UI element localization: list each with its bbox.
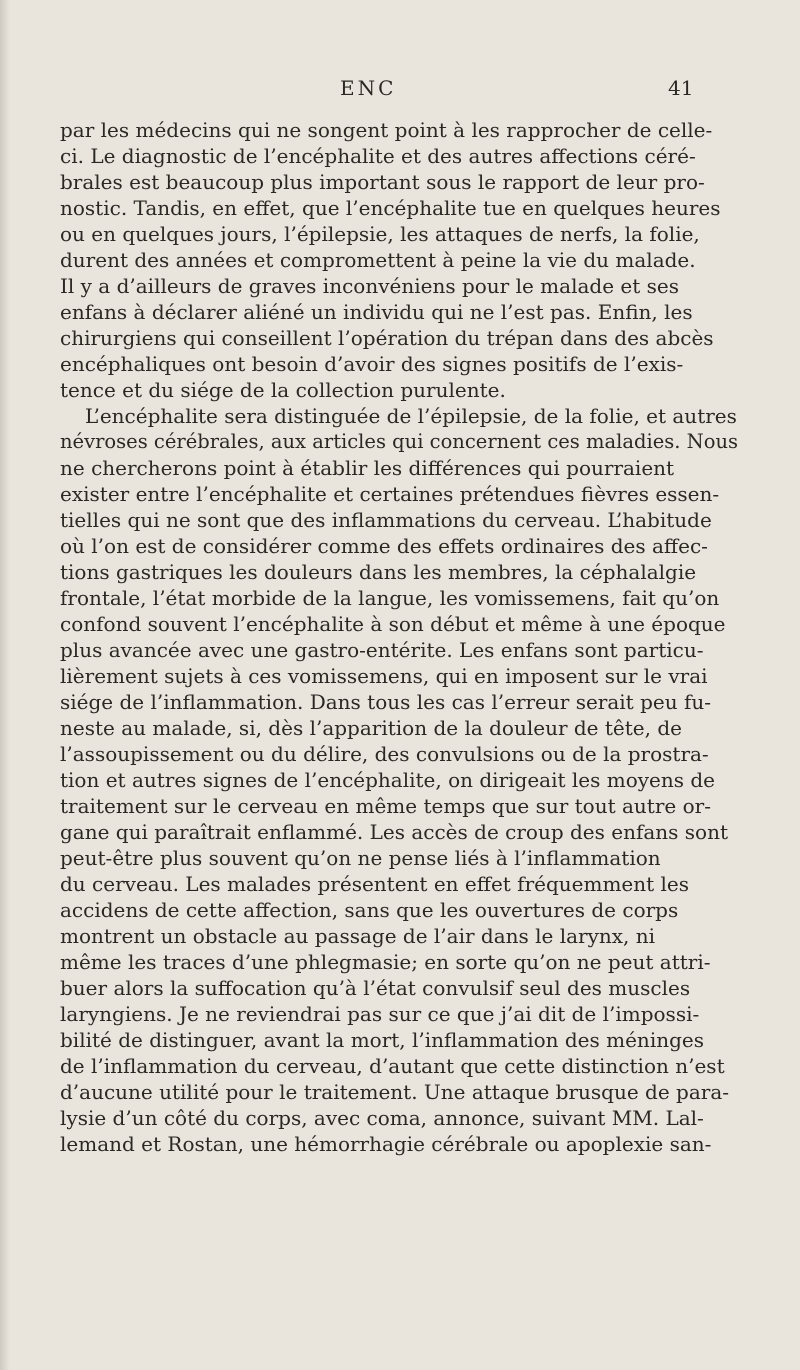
text-line: où l’on est de considérer comme des effets ordinaires des affec- — [60, 534, 708, 558]
text-line: lièrement sujets à ces vomissemens, qui en imposent sur le vrai — [60, 664, 708, 688]
page-number: 41 — [668, 76, 694, 100]
text-line: tions gastriques les douleurs dans les membres, la céphalalgie — [60, 560, 697, 584]
text-line: gane qui paraîtrait enflammé. Les accès de croup des enfans sont — [60, 820, 729, 844]
text-line: bilité de distinguer, avant la mort, l’inflammation des méninges — [60, 1028, 704, 1052]
text-line: même les traces d’une phlegmasie; en sorte qu’on ne peut attri- — [60, 950, 711, 974]
text-line: buer alors la suffocation qu’à l’état convulsif seul des muscles — [60, 976, 691, 1000]
text-line: enfans à déclarer aliéné un individu qui ne l’est pas. Enfin, les — [60, 300, 693, 324]
text-line: tence et du siége de la collection purulente. — [60, 378, 506, 402]
text-line: de l’inflammation du cerveau, d’autant que cette distinction n’est — [60, 1054, 725, 1078]
text-line: L’encéphalite sera distinguée de l’épilepsie, de la folie, et autres — [85, 404, 737, 428]
text-line: ne chercherons point à établir les différences qui pourraient — [60, 456, 675, 480]
text-line: tielles qui ne sont que des inflammations du cerveau. L’habitude — [60, 508, 712, 532]
text-line: exister entre l’encéphalite et certaines prétendues fièvres essen- — [60, 482, 720, 506]
text-line: montrent un obstacle au passage de l’air dans le larynx, ni — [60, 924, 656, 948]
text-line: confond souvent l’encéphalite à son début et même à une époque — [60, 612, 726, 636]
text-line: tion et autres signes de l’encéphalite, on dirigeait les moyens de — [60, 768, 716, 792]
text-line: accidens de cette affection, sans que les ouvertures de corps — [60, 898, 679, 922]
text-line: brales est beaucoup plus important sous le rapport de leur pro- — [60, 170, 705, 194]
page-edge — [0, 0, 10, 1370]
text-line: névroses cérébrales, aux articles qui concernent ces maladies. Nous — [60, 430, 739, 453]
text-line: encéphaliques ont besoin d’avoir des signes positifs de l’exis- — [60, 352, 684, 376]
text-line: lemand et Rostan, une hémorrhagie cérébrale ou apoplexie san- — [60, 1132, 712, 1156]
text-line: ci. Le diagnostic de l’encéphalite et des autres affections céré- — [60, 144, 696, 168]
text-line: Il y a d’ailleurs de graves inconvéniens pour le malade et ses — [60, 274, 679, 298]
text-line: frontale, l’état morbide de la langue, les vomissemens, fait qu’on — [60, 586, 720, 610]
text-line: lysie d’un côté du corps, avec coma, annonce, suivant MM. Lal- — [60, 1106, 704, 1130]
text-line: neste au malade, si, dès l’apparition de la douleur de tête, de — [60, 716, 682, 740]
text-line: traitement sur le cerveau en même temps que sur tout autre or- — [60, 794, 711, 818]
running-head: ENC — [340, 76, 397, 100]
text-line: plus avancée avec une gastro-entérite. Les enfans sont particu- — [60, 638, 704, 662]
text-line: ou en quelques jours, l’épilepsie, les attaques de nerfs, la folie, — [60, 222, 700, 246]
text-line: siége de l’inflammation. Dans tous les cas l’erreur serait peu fu- — [60, 690, 711, 714]
text-line: d’aucune utilité pour le traitement. Une attaque brusque de para- — [60, 1080, 729, 1104]
page-header — [0, 76, 800, 106]
text-line: du cerveau. Les malades présentent en effet fréquemment les — [60, 872, 690, 896]
text-line: l’assoupissement ou du délire, des convulsions ou de la prostra- — [60, 742, 709, 766]
text-line: par les médecins qui ne songent point à les rapprocher de celle- — [60, 118, 713, 142]
text-line: peut-être plus souvent qu’on ne pense liés à l’inflammation — [60, 846, 661, 870]
text-line: chirurgiens qui conseillent l’opération du trépan dans des abcès — [60, 326, 714, 350]
text-line: nostic. Tandis, en effet, que l’encéphalite tue en quelques heures — [60, 196, 721, 220]
text-line: laryngiens. Je ne reviendrai pas sur ce que j’ai dit de l’impossi- — [60, 1002, 700, 1026]
text-line: durent des années et compromettent à peine la vie du malade. — [60, 248, 696, 272]
